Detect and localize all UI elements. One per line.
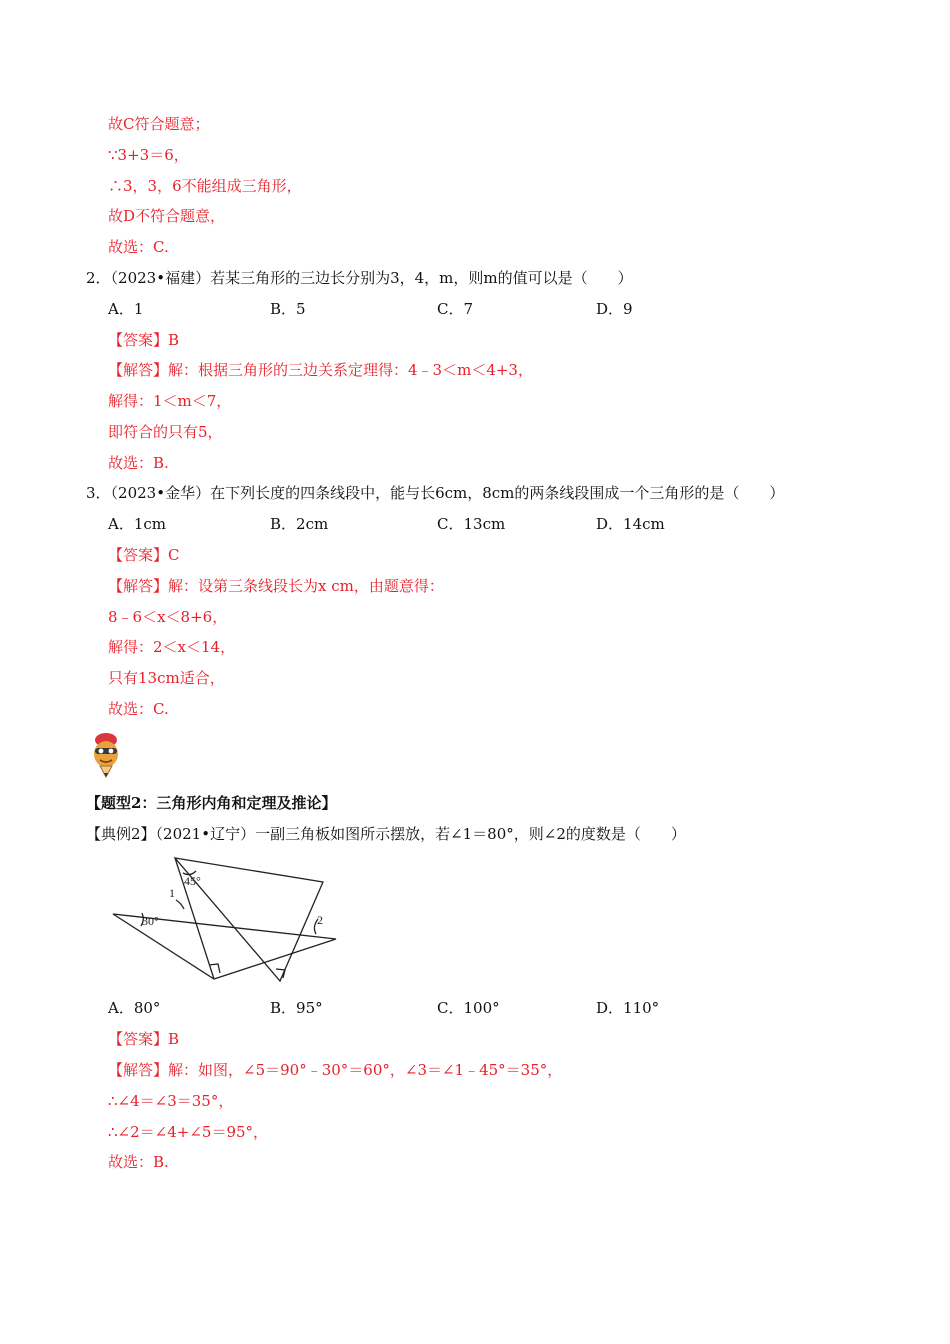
label-45: 45° [184, 874, 201, 888]
solution-line: 【解答】解：如图，∠5＝90°﹣30°＝60°，∠3＝∠1﹣45°＝35°， [108, 1061, 563, 1079]
q3-answer: 【答案】C [108, 546, 180, 564]
label-2: 2 [317, 913, 323, 927]
solution-line: 【解答】解：设第三条线段长为x cm，由题意得： [108, 577, 444, 595]
ex2-option-d: D．110° [596, 999, 660, 1017]
solution-line: 故D不符合题意， [108, 207, 226, 225]
solution-line: 只有13cm适合， [108, 669, 225, 687]
q2-answer: 【答案】B [108, 331, 180, 349]
solution-line: 故选：C. [108, 238, 169, 256]
solution-line: ∴∠2＝∠4+∠5＝95°， [108, 1123, 269, 1141]
ex2-option-a: A．80° [108, 999, 161, 1017]
solution-line: 即符合的只有5， [108, 423, 223, 441]
ex2-option-c: C．100° [437, 999, 500, 1017]
question-2-stem: 2．（2023•福建）若某三角形的三边长分别为3，4，m，则m的值可以是（ ） [86, 269, 633, 287]
q3-option-d: D．14cm [596, 515, 665, 533]
pencil-mascot-icon [86, 730, 126, 778]
solution-line: 解得：2＜x＜14， [108, 638, 236, 656]
solution-line: ∴∠4＝∠3＝35°， [108, 1092, 234, 1110]
q2-option-a: A．1 [108, 300, 144, 318]
solution-line: 故选：B. [108, 454, 169, 472]
q3-option-a: A．1cm [108, 515, 167, 533]
q3-option-c: C．13cm [437, 515, 506, 533]
triangle-set-figure [108, 855, 340, 987]
solution-line: ∴3，3，6不能组成三角形， [108, 177, 302, 195]
q2-option-c: C．7 [437, 300, 474, 318]
example-2-stem: 【典例2】（2021•辽宁）一副三角板如图所示摆放，若∠1＝80°，则∠2的度数是（ ） [86, 825, 686, 843]
solution-line: 【解答】解：根据三角形的三边关系定理得：4﹣3＜m＜4+3， [108, 361, 533, 379]
section-title: 【题型2：三角形内角和定理及推论】 [86, 794, 337, 812]
solution-line: 故选：B. [108, 1153, 169, 1171]
solution-line: 8﹣6＜x＜8+6， [108, 608, 228, 626]
question-3-stem: 3．（2023•金华）在下列长度的四条线段中，能与长6cm，8cm的两条线段围成一个三角形的是（ ） [86, 484, 785, 502]
solution-line: 故C符合题意； [108, 115, 210, 133]
label-1: 1 [169, 886, 175, 900]
label-30: 30° [142, 914, 159, 928]
solution-line: 故选：C. [108, 700, 169, 718]
solution-line: 解得：1＜m＜7， [108, 392, 232, 410]
ex2-option-b: B．95° [270, 999, 323, 1017]
solution-line: ∵3+3＝6， [108, 146, 189, 164]
q2-option-d: D．9 [596, 300, 633, 318]
q2-option-b: B．5 [270, 300, 306, 318]
q3-option-b: B．2cm [270, 515, 329, 533]
ex2-answer: 【答案】B [108, 1030, 180, 1048]
